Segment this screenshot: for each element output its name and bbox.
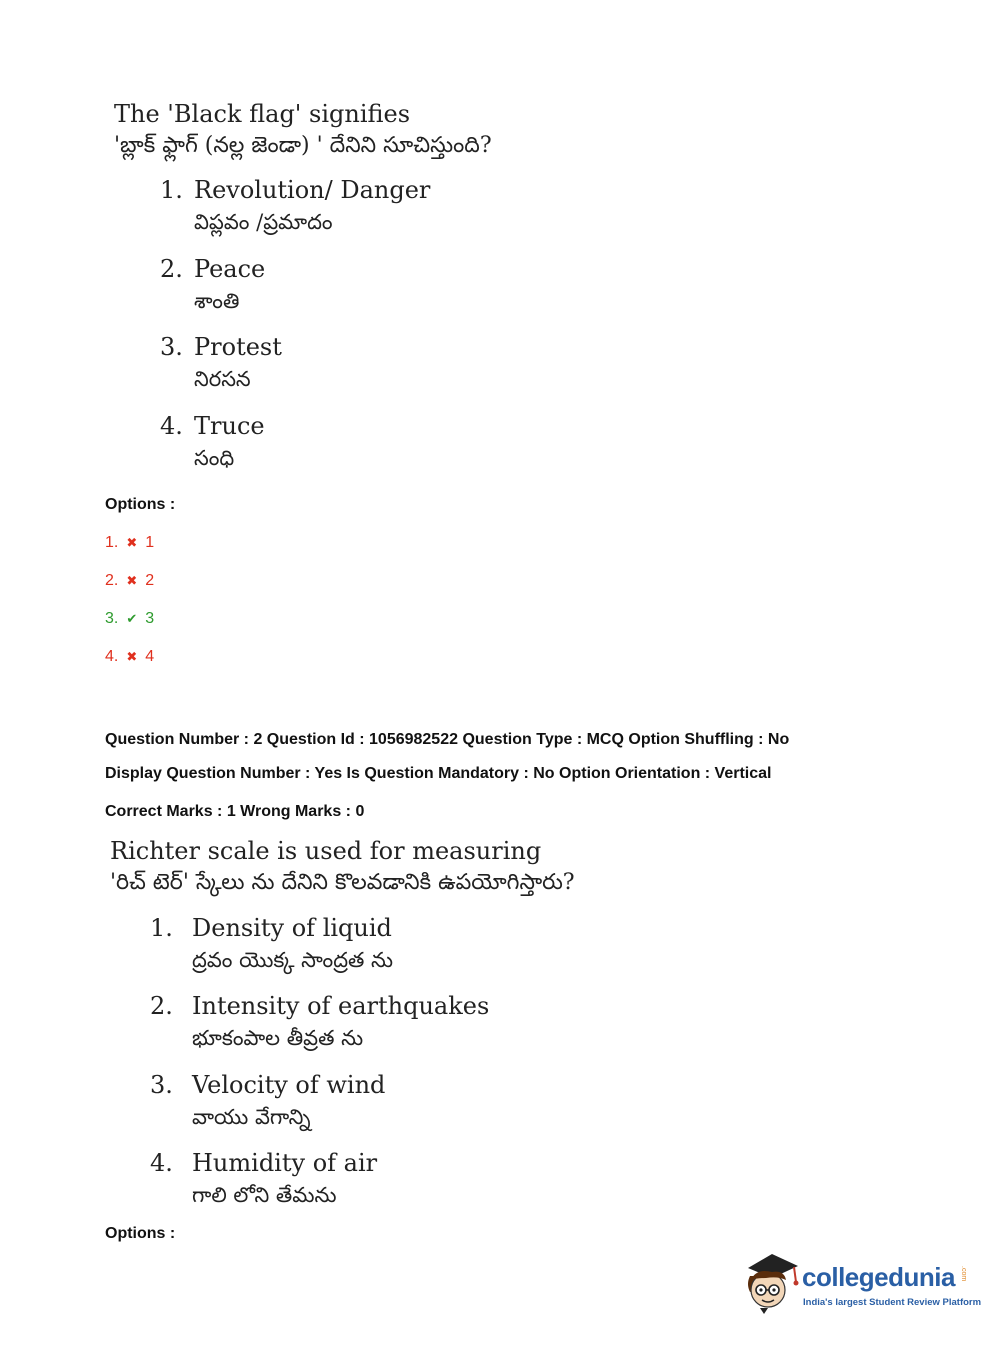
answer-value: 4 [145, 648, 155, 665]
question-2-stem [110, 836, 575, 898]
choice-number: 2. [150, 992, 173, 1020]
choice-text-english: Density of liquid [192, 914, 392, 942]
choice-number: 3. [150, 1071, 173, 1099]
question-1-stem-telugu: 'బ్లాక్ ఫ్లాగ్ (నల్ల జెండా) ' దేనిని సూచిస్తుంది? [114, 133, 492, 158]
choice-text-telugu: విప్లవం /ప్రమాదం [194, 210, 333, 234]
choice-text-english: Velocity of wind [192, 1071, 386, 1099]
choice-text-telugu: నిరసన [194, 367, 251, 391]
choice-text-telugu: భూకంపాల తీవ్రత ను [192, 1026, 364, 1050]
choice-text-telugu: వాయు వేగాన్ని [192, 1105, 311, 1129]
choice-number: 4. [150, 1149, 173, 1177]
choice-text-english: Revolution/ Danger [194, 176, 431, 204]
logo-wordmark: collegedunia [802, 1262, 955, 1292]
question-2-meta-line-3: Correct Marks : 1 Wrong Marks : 0 [105, 803, 365, 820]
answer-number: 1. [105, 534, 119, 551]
collegedunia-logo [742, 1250, 982, 1320]
answer-value: 1 [145, 534, 155, 551]
choice-number: 3. [160, 333, 183, 361]
options-label-2: Options : [105, 1225, 176, 1242]
question-1-stem-english: The 'Black flag' signifies [114, 100, 411, 128]
choice-text-telugu: సంధి [194, 446, 235, 470]
logo-tagline: India's largest Student Review Platform [803, 1297, 982, 1308]
choice-number: 2. [160, 255, 183, 283]
choice-text-telugu: శాంతి [194, 289, 240, 313]
choice-number: 1. [150, 914, 173, 942]
choice-text-telugu: గాలి లోని తేమను [192, 1183, 337, 1207]
choice-number: 4. [160, 412, 183, 440]
answer-option-2 [105, 572, 154, 590]
choice-text-english: Truce [194, 412, 265, 440]
check-icon: ✔ [126, 611, 138, 626]
answer-option-4 [105, 648, 154, 666]
answer-number: 4. [105, 648, 119, 665]
logo-suffix: .com [960, 1266, 967, 1282]
options-label: Options : [105, 496, 176, 513]
answer-value: 3 [145, 610, 155, 627]
answer-value: 2 [145, 572, 155, 589]
question-1-stem [114, 99, 492, 161]
choice-text-english: Humidity of air [192, 1149, 378, 1177]
cross-icon: ✖ [126, 649, 138, 664]
question-2-stem-telugu: 'రిచ్ టెర్' స్కేలు ను దేనిని కొలవడానికి ఉపయోగిస్తారు? [110, 870, 575, 895]
choice-text-telugu: ద్రవం యొక్క సాంద్రత ను [192, 948, 394, 972]
choice-text-english: Intensity of earthquakes [192, 992, 490, 1020]
answer-option-1 [105, 534, 154, 552]
question-2-meta-line-2: Display Question Number : Yes Is Question Mandatory : No Option Orientation : Vertical [105, 765, 772, 782]
mascot-icon [742, 1250, 800, 1320]
answer-option-3 [105, 610, 154, 628]
choice-text-english: Protest [194, 333, 282, 361]
question-2-stem-english: Richter scale is used for measuring [110, 837, 542, 865]
choice-text-english: Peace [194, 255, 266, 283]
answer-number: 2. [105, 572, 119, 589]
answer-number: 3. [105, 610, 119, 627]
question-2-meta-line-1: Question Number : 2 Question Id : 1056982522 Question Type : MCQ Option Shuffling : No [105, 731, 790, 748]
cross-icon: ✖ [126, 573, 138, 588]
choice-number: 1. [160, 176, 183, 204]
cross-icon: ✖ [126, 535, 138, 550]
